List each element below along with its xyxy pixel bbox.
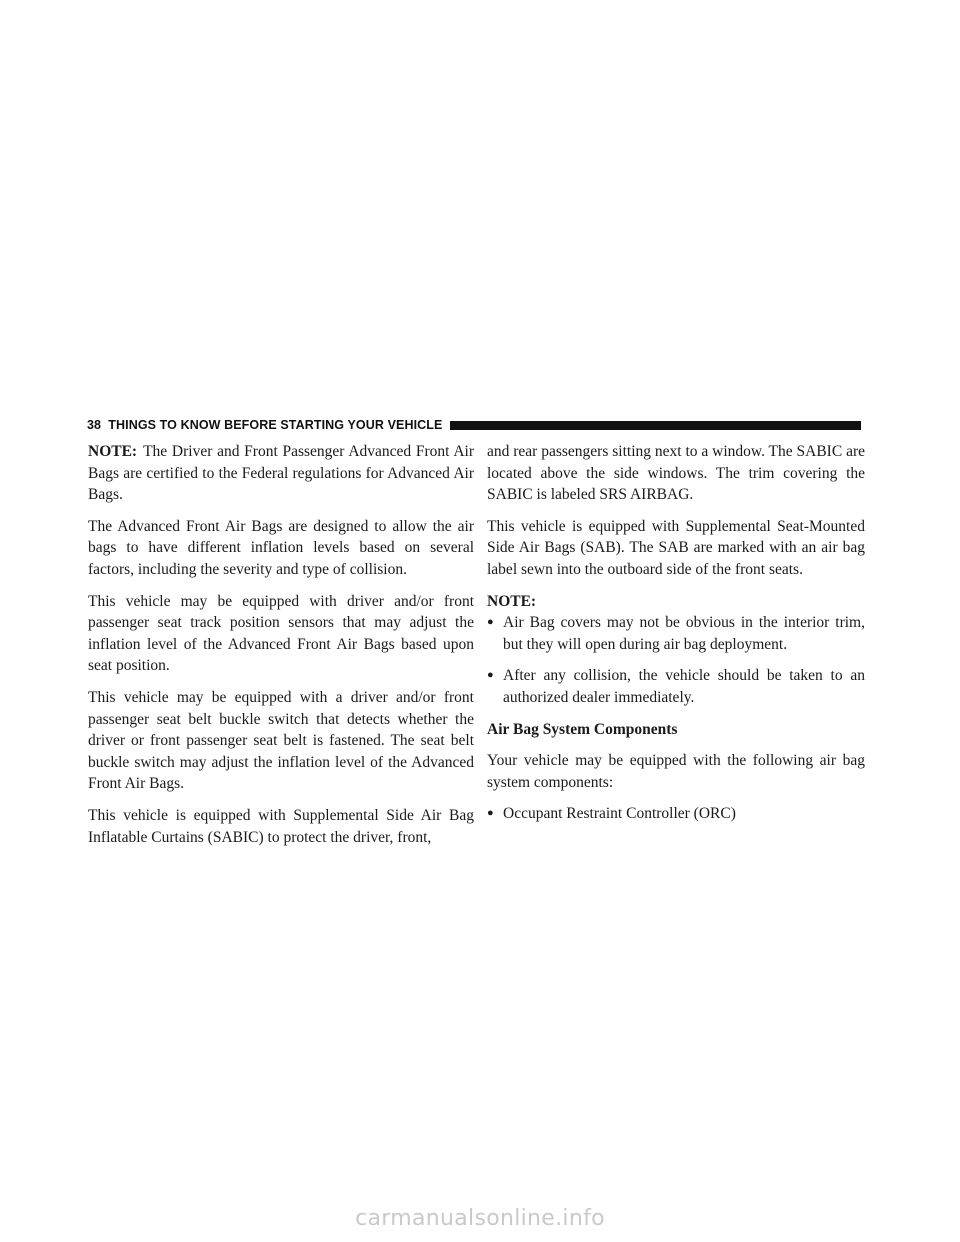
bullet-dot-icon: ● — [487, 616, 494, 629]
bullet-dot-icon: ● — [487, 807, 494, 820]
bullet-text: Air Bag covers may not be obvious in the interior trim, but they will open during air bag deployment. — [503, 614, 865, 653]
paragraph-seat-belt-buckle-switch: This vehicle may be equipped with a driver and/or front passenger seat belt buckle switch that detects whether the driver or front passenger seat belt is fastened. The seat belt buckle switch may adjust the inflation level of the Advanced Front Air Bags. — [88, 688, 474, 793]
bullet-text: After any collision, the vehicle should be taken to an authorized dealer immediately. — [503, 667, 865, 706]
paragraph-seat-mounted-side-air-bags: This vehicle is equipped with Supplemental Seat-Mounted Side Air Bags (SAB). The SAB are marked with an air bag label sewn into the outboard side of the front seats. — [487, 517, 865, 578]
right-column — [487, 441, 865, 835]
note-paragraph — [88, 441, 474, 506]
note-text: The Driver and Front Passenger Advanced Front Air Bags are certified to the Federal regulations for Advanced Air Bags. — [88, 443, 474, 504]
list-item — [487, 803, 865, 825]
header-text — [87, 418, 442, 432]
paragraph-advanced-front-air-bags: The Advanced Front Air Bags are designed to allow the air bags to have different inflation levels based on several factors, including the severity and type of collision. — [88, 517, 474, 578]
bullet-text: Occupant Restraint Controller (ORC) — [503, 805, 736, 823]
paragraph-seat-track-sensors: This vehicle may be equipped with driver and/or front passenger seat track position sensors that may adjust the inflation level of the Advanced Front Air Bags based upon seat position. — [88, 592, 474, 675]
list-item — [487, 612, 865, 655]
watermark: carmanualsonline.info — [355, 1206, 605, 1231]
subheading-air-bag-system-components: Air Bag System Components — [487, 720, 678, 738]
note-label-right: NOTE: — [487, 592, 537, 610]
list-item — [487, 665, 865, 708]
paragraph-sabic-intro: This vehicle is equipped with Supplemental Side Air Bag Inflatable Curtains (SABIC) to protect the driver, front, — [88, 806, 474, 846]
note-label: NOTE: — [88, 443, 138, 460]
left-column — [88, 441, 474, 858]
bullet-dot-icon: ● — [487, 669, 494, 682]
header-rule — [450, 421, 861, 430]
page-number: 38 — [87, 418, 102, 432]
paragraph-components-intro: Your vehicle may be equipped with the following air bag system components: — [487, 752, 865, 791]
paragraph-sabic-location: and rear passengers sitting next to a window. The SABIC are located above the side windows. The trim covering the SABIC is labeled SRS AIRBAG. — [487, 443, 865, 504]
section-title: THINGS TO KNOW BEFORE STARTING YOUR VEHICLE — [108, 418, 443, 432]
page-header — [87, 416, 861, 434]
